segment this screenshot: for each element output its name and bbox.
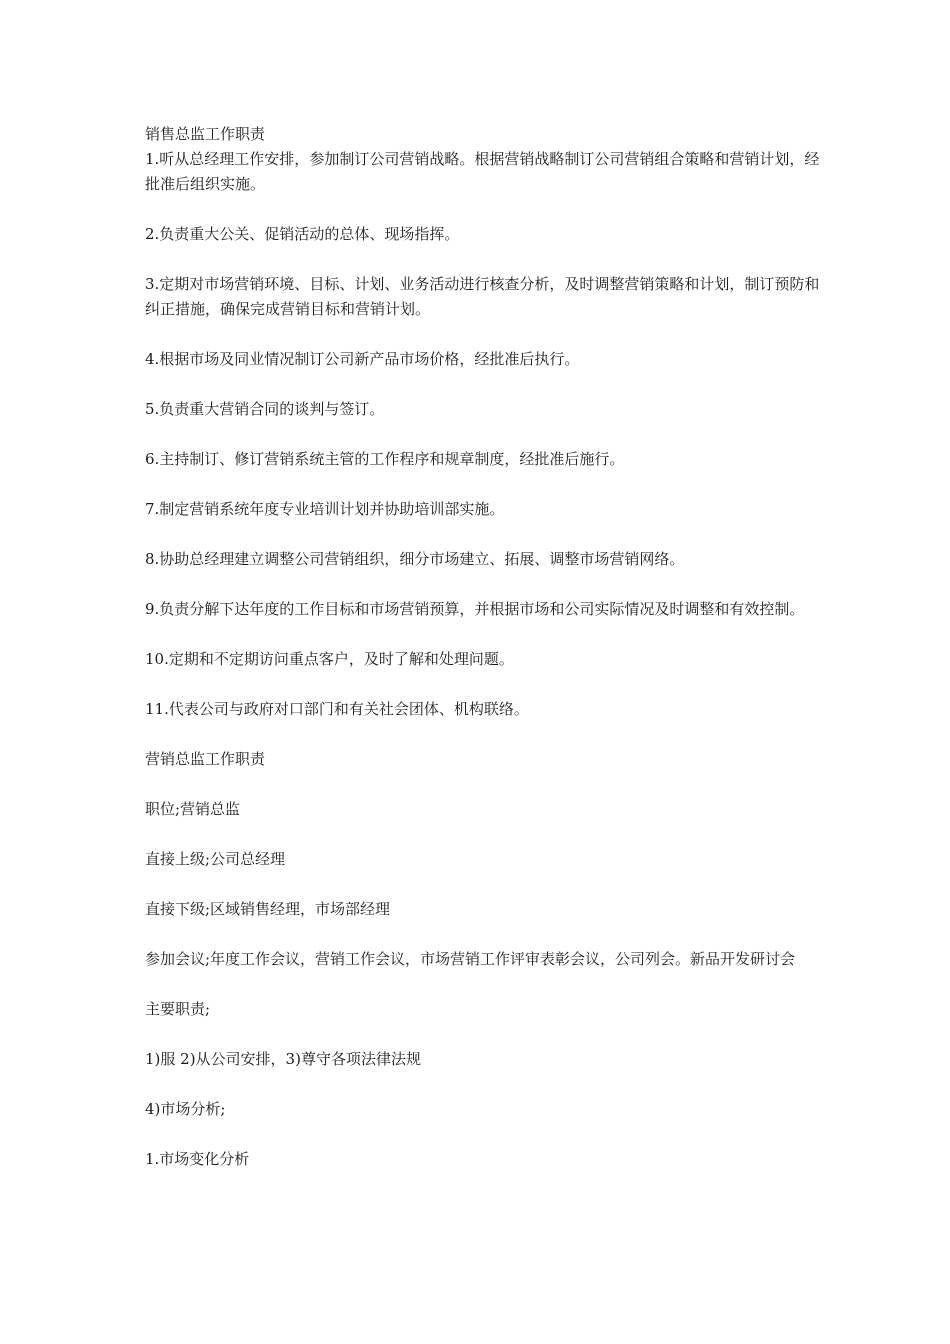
- duty-item-6: 6.主持制订、修订营销系统主管的工作程序和规章制度，经批准后施行。: [145, 450, 625, 468]
- duty-item-5: 5.负责重大营销合同的谈判与签订。: [145, 400, 385, 418]
- document-body: [145, 122, 825, 1172]
- superior-line: 直接上级;公司总经理: [145, 850, 286, 868]
- duty-item-8: 8.协助总经理建立调整公司营销组织，细分市场建立、拓展、调整市场营销网络。: [145, 550, 685, 568]
- duty-item-10: 10.定期和不定期访问重点客户，及时了解和处理问题。: [145, 650, 514, 668]
- section-title: 营销总监工作职责: [145, 750, 266, 768]
- duty-line-1-3: 1)服 2)从公司安排，3)尊守各项法律法规: [145, 1050, 421, 1068]
- sub-item-1: 1.市场变化分析: [145, 1150, 250, 1168]
- duty-item-9: 9.负责分解下达年度的工作目标和市场营销预算，并根据市场和公司实际情况及时调整和有效控制。: [145, 600, 805, 618]
- duty-line-4: 4)市场分析;: [145, 1100, 226, 1118]
- main-duties-heading: 主要职责;: [145, 1000, 211, 1018]
- meetings-line: 参加会议;年度工作会议，营销工作会议，市场营销工作评审表彰会议，公司列会。新品开发研讨会: [145, 950, 796, 968]
- duty-item-11: 11.代表公司与政府对口部门和有关社会团体、机构联络。: [145, 700, 529, 718]
- position-line: 职位;营销总监: [145, 800, 241, 818]
- duty-item-7: 7.制定营销系统年度专业培训计划并协助培训部实施。: [145, 500, 505, 518]
- duty-item-3: 3.定期对市场营销环境、目标、计划、业务活动进行核查分析，及时调整营销策略和计划，制订预防和纠正措施，确保完成营销目标和营销计划。: [145, 275, 820, 318]
- subordinate-line: 直接下级;区域销售经理，市场部经理: [145, 900, 391, 918]
- duty-item-4: 4.根据市场及同业情况制订公司新产品市场价格，经批准后执行。: [145, 350, 580, 368]
- duty-item-1: 1.听从总经理工作安排，参加制订公司营销战略。根据营销战略制订公司营销组合策略和营销计划，经批准后组织实施。: [145, 150, 820, 193]
- document-title: 销售总监工作职责: [145, 125, 266, 143]
- duty-item-2: 2.负责重大公关、促销活动的总体、现场指挥。: [145, 225, 460, 243]
